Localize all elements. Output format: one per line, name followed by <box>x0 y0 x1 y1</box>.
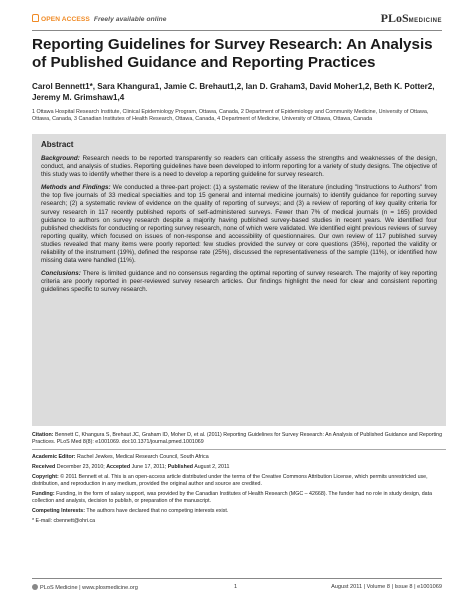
funding-label: Funding: <box>32 491 55 497</box>
dates <box>32 464 446 471</box>
plos-logo-icon <box>32 584 38 590</box>
article-metadata <box>32 432 446 528</box>
published-date: August 2, 2011 <box>194 464 230 470</box>
editor-text: Rachel Jewkes, Medical Research Council, South Africa <box>77 454 209 460</box>
journal-logo-sub: MEDICINE <box>408 18 442 24</box>
conclusions-text: There is limited guidance and no consensus regarding the optimal reporting of survey research. The majority of key reporting criteria are poorly reported in peer-reviewed survey research articles. Our findings highlight the need for clear and consistent reporting guidelines specific to survey research. <box>41 270 437 294</box>
conclusions-label: Conclusions: <box>41 270 81 278</box>
article-title: Reporting Guidelines for Survey Research: An Analysis of Published Guidance and Reporting Practices <box>32 36 433 71</box>
footer-journal-text: PLoS Medicine | www.plosmedicine.org <box>40 585 138 591</box>
abstract-background <box>41 155 437 179</box>
received-date: December 23, 2010; <box>56 464 105 470</box>
page-footer <box>32 582 442 594</box>
background-text: Research needs to be reported transparently so readers can critically assess the strengths and weaknesses of the design, conduct, and analysis of studies. Reporting guidelines have been developed to inform reporting for a variety of study designs. The objective of this study was to identify whether there is a need to develop a reporting guideline for survey research. <box>41 155 437 179</box>
freely-available-label: Freely available online <box>93 16 167 23</box>
email-label: * E-mail: <box>32 518 53 524</box>
accepted-label: Accepted <box>106 464 131 470</box>
footer-journal <box>32 584 138 591</box>
received-label: Received <box>32 464 56 470</box>
abstract-heading: Abstract <box>41 140 74 149</box>
published-label: Published <box>167 464 194 470</box>
footer-divider <box>32 578 442 579</box>
abstract-box <box>32 134 446 426</box>
citation-label: Citation: <box>32 432 54 438</box>
funding-text: Funding, in the form of salary support, was provided by the Canadian Institutes of Health Research (MGC – 42668). The funder had no role in study design, data collection and analysis, decision to publish, or preparation of the manuscript. <box>32 491 433 504</box>
funding <box>32 491 446 505</box>
competing-label: Competing Interests: <box>32 508 85 514</box>
footer-issue: August 2011 | Volume 8 | Issue 8 | e1001069 <box>331 584 442 590</box>
copyright <box>32 474 446 488</box>
abstract-conclusions <box>41 270 437 294</box>
journal-logo-main: PLoS <box>380 11 409 25</box>
journal-logo <box>381 11 442 26</box>
affiliations: 1 Ottawa Hospital Research Institute, Clinical Epidemiology Program, Ottawa, Canada, 2 Department of Epidemiology and Community Medicine, University of Ottawa, Ottawa, Canada, 3 Canadian Institutes of Health Research, Ottawa, Canada, 4 Department of Medicine, University of Ottawa, Ottawa, Canada <box>32 109 429 122</box>
competing-interests <box>32 508 446 515</box>
citation-text: Bennett C, Khangura S, Brehaut JC, Graham ID, Moher D, et al. (2011) Reporting Guidelines for Survey Research: An Analysis of Published Guidance and Reporting Practices. PLoS Med 8(8): e1001069. doi:10.1371/journal.pmed.1001069 <box>32 432 443 445</box>
open-access-label: OPEN ACCESS <box>41 16 90 23</box>
header-divider <box>32 30 442 31</box>
abstract-methods <box>41 184 437 265</box>
meta-divider <box>32 449 446 450</box>
journal-header <box>32 11 442 28</box>
open-lock-icon <box>32 14 39 22</box>
copyright-text: © 2011 Bennett et al. This is an open-access article distributed under the terms of the Creative Commons Attribution License, which permits unrestricted use, distribution, and reproduction in any medium, provided the original author and source are credited. <box>32 474 428 487</box>
editor-label: Academic Editor: <box>32 454 76 460</box>
copyright-label: Copyright: <box>32 474 59 480</box>
page-number: 1 <box>234 584 238 590</box>
author-list: Carol Bennett1*, Sara Khangura1, Jamie C. Brehaut1,2, Ian D. Graham3, David Moher1,2, Beth K. Potter2, Jeremy M. Grimshaw1,4 <box>32 82 435 102</box>
correspondence-email <box>32 518 446 525</box>
open-access-banner <box>32 14 167 23</box>
methods-text: We conducted a three-part project: (1) a systematic review of the literature (including "Instructions to Authors" from the top five journals of 33 medical specialties and top 15 general and internal medicine journals) to identify guidance for reporting survey research; (2) a systematic review of evidence on the quality of reporting of surveys; and (3) a review of reporting of key quality criteria for survey research in 117 recently published reports of self-administered surveys. Fewer than 7% of medical journals (n = 165) provided guidance to authors on survey research despite a majority having published survey-based studies in recent years. We identified four published checklists for conducting or reporting survey research, none of which were validated. We identified eight previous reviews of survey reporting quality, which focused on issues of non-response and accessibility of questionnaires. Our own review of 117 published survey studies revealed that many items were poorly reported: few studies provided the survey or core questions (35%), reported the validity or reliability of the instrument (19%), defined the response rate (25%), discussed the representativeness of the sample (11%), or identified how missing data were handled (11%). <box>41 184 437 265</box>
methods-label: Methods and Findings: <box>41 184 111 192</box>
background-label: Background: <box>41 155 80 162</box>
citation <box>32 432 446 446</box>
academic-editor <box>32 454 446 461</box>
email-address[interactable]: cbennett@ohri.ca <box>53 518 96 524</box>
accepted-date: June 17, 2011; <box>131 464 167 470</box>
competing-text: The authors have declared that no competing interests exist. <box>86 508 229 514</box>
